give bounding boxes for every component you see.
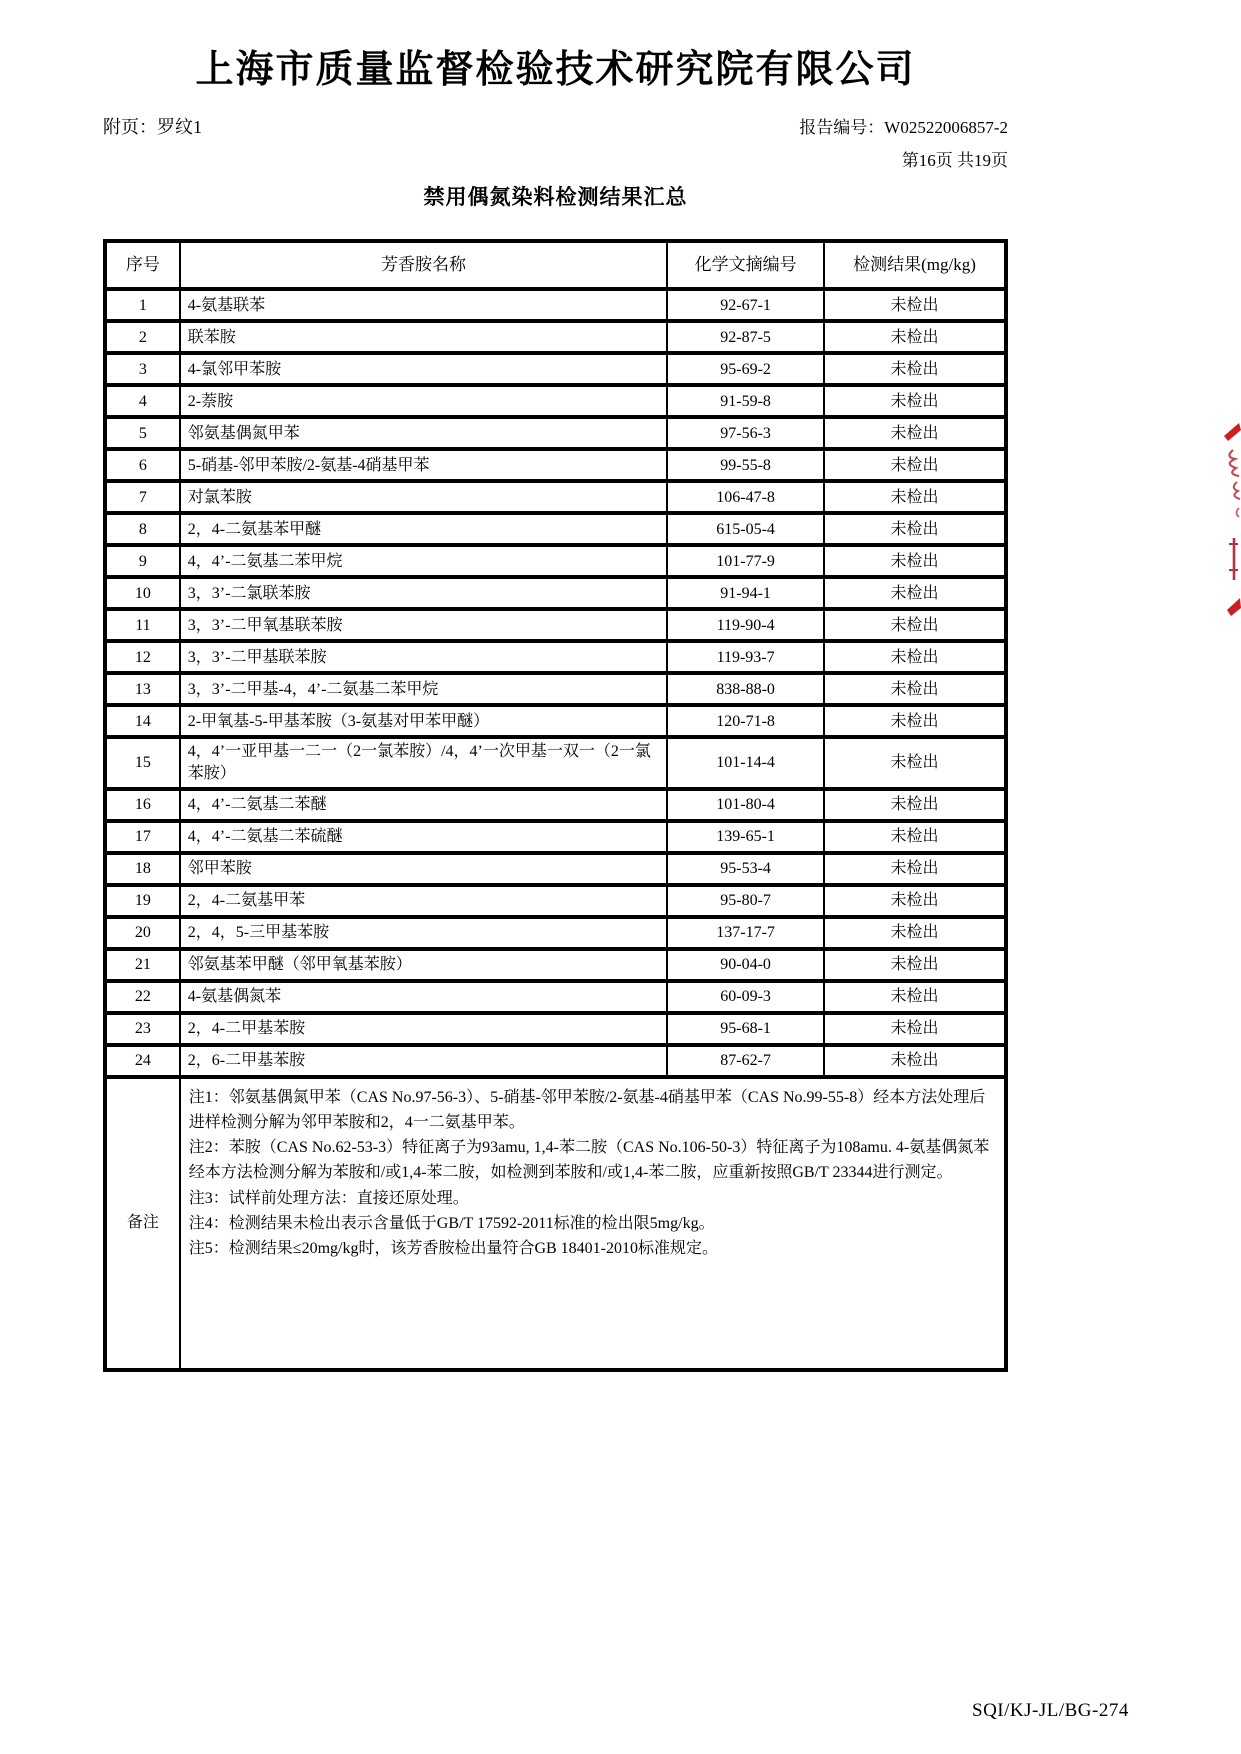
cas-number: 90-04-0: [667, 949, 824, 981]
cas-number: 91-94-1: [667, 577, 824, 609]
test-result: 未检出: [824, 1013, 1006, 1045]
col-header-cas: 化学文摘编号: [667, 241, 824, 289]
row-number: 16: [105, 789, 180, 821]
amine-name: 2，4，5-三甲基苯胺: [180, 917, 667, 949]
remark-line: 注5：检测结果≤20mg/kg时，该芳香胺检出量符合GB 18401-2010标准规定。: [188, 1240, 719, 1258]
remark-line: 注4：检测结果未检出表示含量低于GB/T 17592-2011标准的检出限5mg/kg。: [188, 1214, 715, 1232]
amine-name: 4，4’一亚甲基一二一（2一氯苯胺）/4，4’一次甲基一双一（2一氯苯胺）: [180, 737, 667, 788]
results-table: [103, 239, 1008, 1371]
table-row: [105, 705, 1006, 737]
amine-name: 4-氯邻甲苯胺: [180, 353, 667, 385]
cas-number: 615-05-4: [667, 513, 824, 545]
amine-name: 2，4-二甲基苯胺: [180, 1013, 667, 1045]
test-result: 未检出: [824, 981, 1006, 1013]
table-row: [105, 981, 1006, 1013]
remark-label: 备注: [105, 1077, 180, 1370]
row-number: 11: [105, 609, 180, 641]
test-result: 未检出: [824, 289, 1006, 321]
cas-number: 92-67-1: [667, 289, 824, 321]
amine-name: 邻甲苯胺: [180, 853, 667, 885]
cas-number: 101-14-4: [667, 737, 824, 788]
table-row: [105, 853, 1006, 885]
table-row: [105, 1045, 1006, 1077]
row-number: 23: [105, 1013, 180, 1045]
amine-name: 4，4’-二氨基二苯甲烷: [180, 545, 667, 577]
test-result: 未检出: [824, 577, 1006, 609]
row-number: 1: [105, 289, 180, 321]
row-number: 18: [105, 853, 180, 885]
amine-name: 4-氨基联苯: [180, 289, 667, 321]
attachment-label: 附页：罗纹1: [103, 117, 202, 138]
remark-line: 注3：试样前处理方法：直接还原处理。: [188, 1189, 469, 1207]
test-result: 未检出: [824, 705, 1006, 737]
table-row: [105, 289, 1006, 321]
amine-name: 2，4-二氨基甲苯: [180, 885, 667, 917]
amine-name: 2-萘胺: [180, 385, 667, 417]
test-result: 未检出: [824, 737, 1006, 788]
row-number: 24: [105, 1045, 180, 1077]
cas-number: 97-56-3: [667, 417, 824, 449]
test-result: 未检出: [824, 481, 1006, 513]
amine-name: 3，3’-二甲基-4，4’-二氨基二苯甲烷: [180, 673, 667, 705]
table-row: [105, 449, 1006, 481]
footer-document-code: SQI/KJ-JL/BG-274: [972, 1700, 1129, 1721]
remark-row: [105, 1077, 1006, 1370]
cas-number: 95-68-1: [667, 1013, 824, 1045]
row-number: 15: [105, 737, 180, 788]
meta-row: [103, 113, 1008, 139]
table-row: [105, 513, 1006, 545]
cas-number: 120-71-8: [667, 705, 824, 737]
amine-name: 2，6-二甲基苯胺: [180, 1045, 667, 1077]
table-row: [105, 417, 1006, 449]
table-row: [105, 885, 1006, 917]
report-content: [103, 0, 1008, 1372]
cas-number: 101-77-9: [667, 545, 824, 577]
table-row: [105, 321, 1006, 353]
test-result: 未检出: [824, 545, 1006, 577]
test-result: 未检出: [824, 949, 1006, 981]
remark-lines: [189, 1085, 994, 1262]
amine-name: 4-氨基偶氮苯: [180, 981, 667, 1013]
cas-number: 95-53-4: [667, 853, 824, 885]
row-number: 6: [105, 449, 180, 481]
row-number: 3: [105, 353, 180, 385]
test-result: 未检出: [824, 1045, 1006, 1077]
cas-number: 99-55-8: [667, 449, 824, 481]
amine-name: 2，4-二氨基苯甲醚: [180, 513, 667, 545]
cas-number: 91-59-8: [667, 385, 824, 417]
cas-number: 60-09-3: [667, 981, 824, 1013]
table-title: 禁用偶氮染料检测结果汇总: [423, 185, 688, 210]
amine-name: 3，3’-二甲基联苯胺: [180, 641, 667, 673]
col-header-name: 芳香胺名称: [180, 241, 667, 289]
amine-name: 联苯胺: [180, 321, 667, 353]
col-header-no: 序号: [105, 241, 180, 289]
company-title: 上海市质量监督检验技术研究院有限公司: [195, 49, 916, 91]
row-number: 2: [105, 321, 180, 353]
test-result: 未检出: [824, 321, 1006, 353]
test-result: 未检出: [824, 417, 1006, 449]
row-number: 19: [105, 885, 180, 917]
row-number: 17: [105, 821, 180, 853]
table-row: [105, 609, 1006, 641]
row-number: 7: [105, 481, 180, 513]
test-result: 未检出: [824, 789, 1006, 821]
report-number: 报告编号：W02522006857-2: [799, 118, 1008, 138]
amine-name: 5-硝基-邻甲苯胺/2-氨基-4硝基甲苯: [180, 449, 667, 481]
row-number: 20: [105, 917, 180, 949]
cas-number: 101-80-4: [667, 789, 824, 821]
table-row: [105, 673, 1006, 705]
table-row: [105, 789, 1006, 821]
table-row: [105, 821, 1006, 853]
amine-name: 对氯苯胺: [180, 481, 667, 513]
cas-number: 137-17-7: [667, 917, 824, 949]
test-result: 未检出: [824, 821, 1006, 853]
row-number: 21: [105, 949, 180, 981]
table-row: [105, 577, 1006, 609]
test-result: 未检出: [824, 353, 1006, 385]
table-row: [105, 545, 1006, 577]
row-number: 12: [105, 641, 180, 673]
amine-name: 3，3’-二氯联苯胺: [180, 577, 667, 609]
amine-name: 2-甲氧基-5-甲基苯胺（3-氨基对甲苯甲醚）: [180, 705, 667, 737]
red-stamp-fragment: [1219, 420, 1241, 618]
col-header-result: 检测结果(mg/kg): [824, 241, 1006, 289]
remark-content: [180, 1077, 1006, 1370]
cas-number: 106-47-8: [667, 481, 824, 513]
row-number: 13: [105, 673, 180, 705]
row-number: 4: [105, 385, 180, 417]
test-result: 未检出: [824, 673, 1006, 705]
cas-number: 95-69-2: [667, 353, 824, 385]
row-number: 14: [105, 705, 180, 737]
cas-number: 95-80-7: [667, 885, 824, 917]
test-result: 未检出: [824, 385, 1006, 417]
table-header-row: [105, 241, 1006, 289]
row-number: 10: [105, 577, 180, 609]
amine-name: 邻氨基偶氮甲苯: [180, 417, 667, 449]
table-row: [105, 1013, 1006, 1045]
test-result: 未检出: [824, 853, 1006, 885]
cas-number: 87-62-7: [667, 1045, 824, 1077]
amine-name: 4，4’-二氨基二苯硫醚: [180, 821, 667, 853]
table-row: [105, 737, 1006, 788]
table-row: [105, 385, 1006, 417]
cas-number: 139-65-1: [667, 821, 824, 853]
row-number: 8: [105, 513, 180, 545]
remark-line: 注2：苯胺（CAS No.62-53-3）特征离子为93amu, 1,4-苯二胺（CAS No.106-50-3）特征离子为108amu. 4-氨基偶氮苯经本方法检测分解为苯胺和/或1,4-苯二胺，如检测到苯胺和/或1,4-苯二胺，应重新按照GB/T 23344进行测定。: [188, 1139, 990, 1182]
cas-number: 119-90-4: [667, 609, 824, 641]
cas-number: 119-93-7: [667, 641, 824, 673]
cas-number: 92-87-5: [667, 321, 824, 353]
page-indicator: 第16页 共19页: [901, 151, 1008, 171]
test-result: 未检出: [824, 917, 1006, 949]
test-result: 未检出: [824, 641, 1006, 673]
table-row: [105, 353, 1006, 385]
row-number: 5: [105, 417, 180, 449]
amine-name: 3，3’-二甲氧基联苯胺: [180, 609, 667, 641]
table-row: [105, 949, 1006, 981]
row-number: 9: [105, 545, 180, 577]
test-result: 未检出: [824, 885, 1006, 917]
row-number: 22: [105, 981, 180, 1013]
table-row: [105, 641, 1006, 673]
test-result: 未检出: [824, 513, 1006, 545]
remark-line: 注1：邻氨基偶氮甲苯（CAS No.97-56-3）、5-硝基-邻甲苯胺/2-氨基-4硝基甲苯（CAS No.99-55-8）经本方法处理后进样检测分解为邻甲苯胺和2，4一二氨基甲苯。: [188, 1088, 986, 1131]
amine-name: 4，4’-二氨基二苯醚: [180, 789, 667, 821]
test-result: 未检出: [824, 449, 1006, 481]
amine-name: 邻氨基苯甲醚（邻甲氧基苯胺）: [180, 949, 667, 981]
table-row: [105, 917, 1006, 949]
table-row: [105, 481, 1006, 513]
test-result: 未检出: [824, 609, 1006, 641]
cas-number: 838-88-0: [667, 673, 824, 705]
